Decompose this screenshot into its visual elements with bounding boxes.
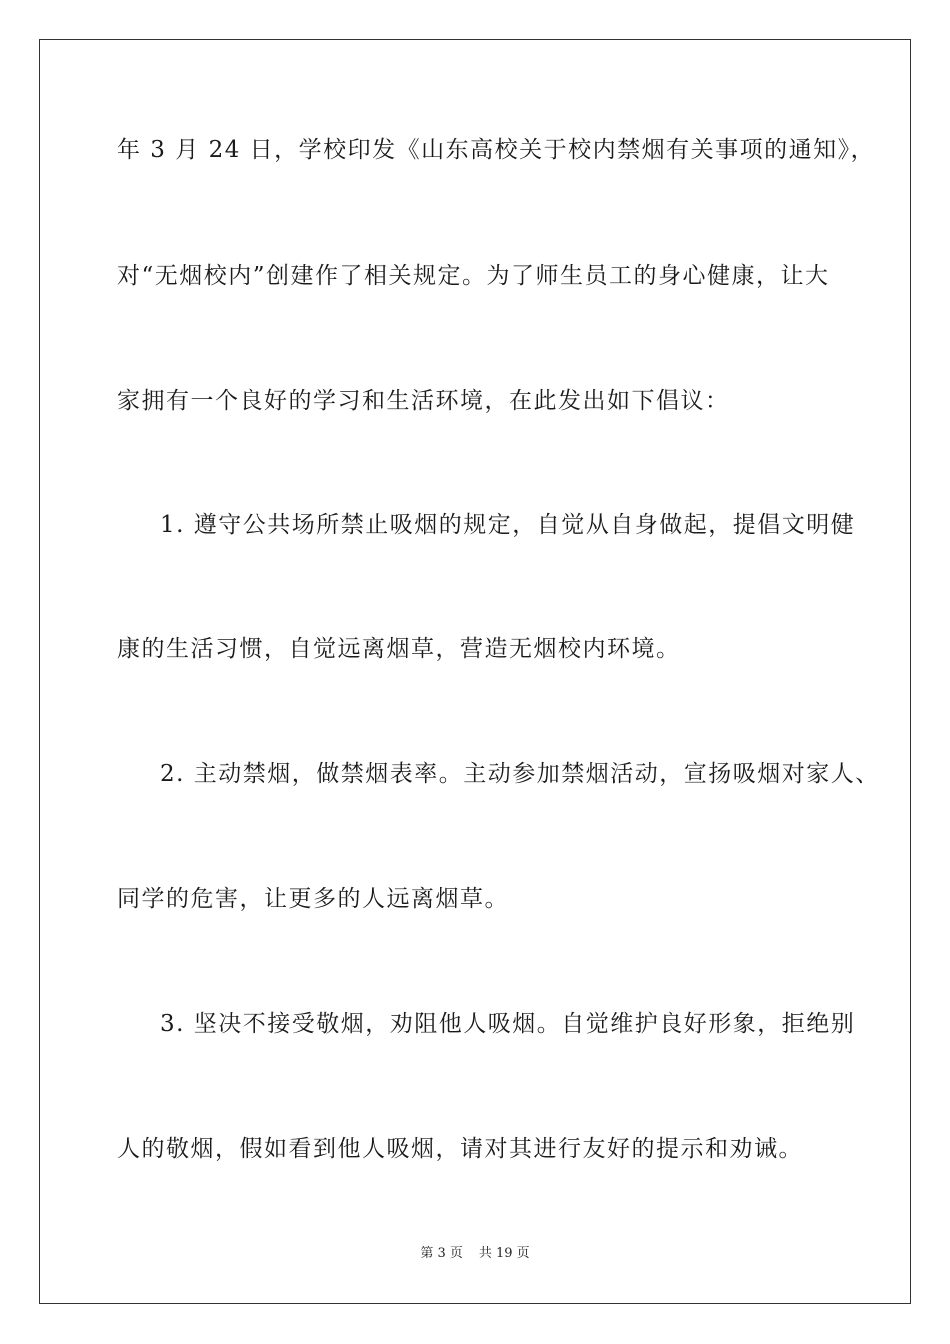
text-line-2: 对“无烟校内”创建作了相关规定。为了师生员工的身心健康，让大 xyxy=(117,263,830,289)
text-line-7: 同学的危害，让更多的人远离烟草。 xyxy=(117,886,509,912)
page-number: 第 3 页 xyxy=(420,1246,463,1261)
text-line-4: 1. 遵守公共场所禁止吸烟的规定，自觉从自身做起，提倡文明健 xyxy=(160,512,856,538)
total-pages: 共 19 页 xyxy=(478,1246,530,1261)
page-border xyxy=(39,39,911,1304)
page-footer xyxy=(0,1246,950,1262)
text-line-3: 家拥有一个良好的学习和生活环境，在此发出如下倡议： xyxy=(117,388,730,414)
text-line-1: 年 3 月 24 日，学校印发《山东高校关于校内禁烟有关事项的通知》， xyxy=(117,137,876,163)
text-line-5: 康的生活习惯，自觉远离烟草，营造无烟校内环境。 xyxy=(117,636,681,662)
text-line-6: 2. 主动禁烟，做禁烟表率。主动参加禁烟活动，宣扬吸烟对家人、 xyxy=(160,761,880,787)
text-line-8: 3. 坚决不接受敬烟，劝阻他人吸烟。自觉维护良好形象，拒绝别 xyxy=(160,1011,856,1037)
text-line-9: 人的敬烟，假如看到他人吸烟，请对其进行友好的提示和劝诫。 xyxy=(117,1136,803,1162)
